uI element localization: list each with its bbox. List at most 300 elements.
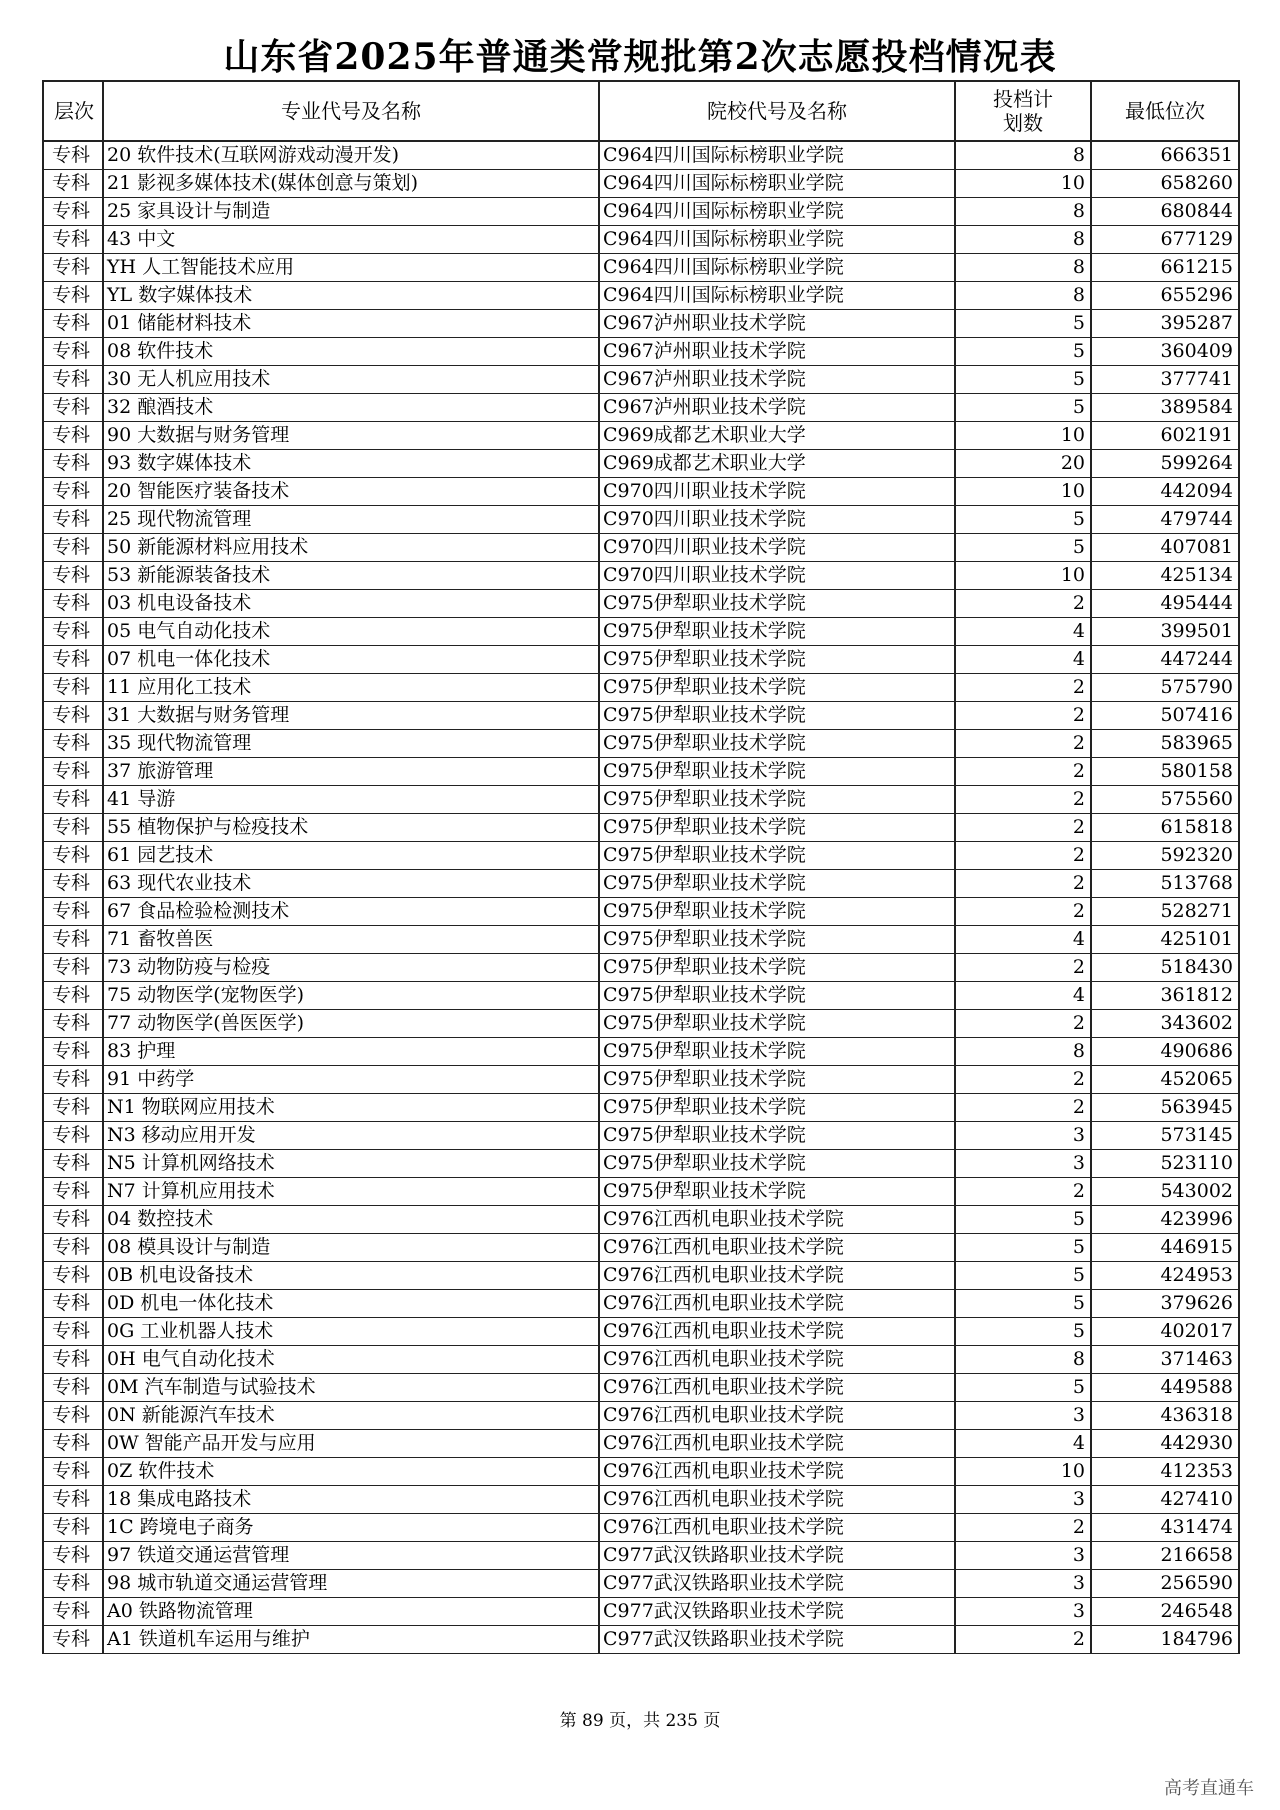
cell-rank: 495444 bbox=[1091, 590, 1239, 618]
cell-plan: 5 bbox=[955, 394, 1091, 422]
table-row bbox=[43, 618, 1239, 646]
cell-plan: 3 bbox=[955, 1486, 1091, 1514]
cell-school: C976江西机电职业技术学院 bbox=[599, 1486, 955, 1514]
cell-level: 专科 bbox=[43, 590, 103, 618]
table-row bbox=[43, 926, 1239, 954]
cell-rank: 543002 bbox=[1091, 1178, 1239, 1206]
cell-level: 专科 bbox=[43, 1598, 103, 1626]
cell-rank: 446915 bbox=[1091, 1234, 1239, 1262]
cell-rank: 452065 bbox=[1091, 1066, 1239, 1094]
cell-rank: 256590 bbox=[1091, 1570, 1239, 1598]
cell-major: 97 铁道交通运营管理 bbox=[103, 1542, 599, 1570]
cell-major: 93 数字媒体技术 bbox=[103, 450, 599, 478]
cell-rank: 599264 bbox=[1091, 450, 1239, 478]
header-school: 院校代号及名称 bbox=[599, 81, 955, 141]
cell-plan: 8 bbox=[955, 254, 1091, 282]
cell-major: 21 影视多媒体技术(媒体创意与策划) bbox=[103, 170, 599, 198]
cell-rank: 615818 bbox=[1091, 814, 1239, 842]
table-row bbox=[43, 730, 1239, 758]
cell-level: 专科 bbox=[43, 786, 103, 814]
cell-level: 专科 bbox=[43, 982, 103, 1010]
cell-plan: 2 bbox=[955, 898, 1091, 926]
cell-plan: 2 bbox=[955, 1626, 1091, 1654]
cell-plan: 3 bbox=[955, 1150, 1091, 1178]
cell-rank: 343602 bbox=[1091, 1010, 1239, 1038]
cell-major: N5 计算机网络技术 bbox=[103, 1150, 599, 1178]
header-plan bbox=[955, 81, 1091, 141]
cell-level: 专科 bbox=[43, 870, 103, 898]
cell-rank: 371463 bbox=[1091, 1346, 1239, 1374]
cell-plan: 3 bbox=[955, 1122, 1091, 1150]
cell-major: 08 模具设计与制造 bbox=[103, 1234, 599, 1262]
cell-rank: 246548 bbox=[1091, 1598, 1239, 1626]
cell-school: C969成都艺术职业大学 bbox=[599, 422, 955, 450]
cell-school: C970四川职业技术学院 bbox=[599, 534, 955, 562]
cell-school: C970四川职业技术学院 bbox=[599, 506, 955, 534]
table-row bbox=[43, 1514, 1239, 1542]
cell-rank: 563945 bbox=[1091, 1094, 1239, 1122]
cell-major: 05 电气自动化技术 bbox=[103, 618, 599, 646]
cell-level: 专科 bbox=[43, 842, 103, 870]
table-row bbox=[43, 1346, 1239, 1374]
cell-rank: 573145 bbox=[1091, 1122, 1239, 1150]
cell-rank: 425134 bbox=[1091, 562, 1239, 590]
cell-rank: 424953 bbox=[1091, 1262, 1239, 1290]
cell-rank: 423996 bbox=[1091, 1206, 1239, 1234]
cell-school: C970四川职业技术学院 bbox=[599, 562, 955, 590]
cell-major: 0M 汽车制造与试验技术 bbox=[103, 1374, 599, 1402]
cell-major: 0W 智能产品开发与应用 bbox=[103, 1430, 599, 1458]
cell-rank: 602191 bbox=[1091, 422, 1239, 450]
cell-plan: 8 bbox=[955, 1038, 1091, 1066]
cell-school: C975伊犁职业技术学院 bbox=[599, 1094, 955, 1122]
table-row bbox=[43, 1626, 1239, 1654]
table-row bbox=[43, 674, 1239, 702]
cell-major: 75 动物医学(宠物医学) bbox=[103, 982, 599, 1010]
cell-school: C975伊犁职业技术学院 bbox=[599, 982, 955, 1010]
cell-plan: 2 bbox=[955, 1010, 1091, 1038]
cell-rank: 479744 bbox=[1091, 506, 1239, 534]
cell-major: 77 动物医学(兽医医学) bbox=[103, 1010, 599, 1038]
cell-level: 专科 bbox=[43, 1094, 103, 1122]
cell-plan: 8 bbox=[955, 1346, 1091, 1374]
table-row bbox=[43, 702, 1239, 730]
cell-school: C967泸州职业技术学院 bbox=[599, 394, 955, 422]
cell-plan: 8 bbox=[955, 198, 1091, 226]
cell-major: 71 畜牧兽医 bbox=[103, 926, 599, 954]
cell-school: C976江西机电职业技术学院 bbox=[599, 1374, 955, 1402]
cell-level: 专科 bbox=[43, 1290, 103, 1318]
table-row bbox=[43, 1402, 1239, 1430]
cell-plan: 10 bbox=[955, 170, 1091, 198]
table-row bbox=[43, 1234, 1239, 1262]
cell-level: 专科 bbox=[43, 198, 103, 226]
cell-major: 0D 机电一体化技术 bbox=[103, 1290, 599, 1318]
cell-school: C975伊犁职业技术学院 bbox=[599, 590, 955, 618]
cell-level: 专科 bbox=[43, 1542, 103, 1570]
table-row bbox=[43, 1430, 1239, 1458]
cell-school: C975伊犁职业技术学院 bbox=[599, 926, 955, 954]
cell-rank: 580158 bbox=[1091, 758, 1239, 786]
cell-plan: 5 bbox=[955, 506, 1091, 534]
cell-major: 91 中药学 bbox=[103, 1066, 599, 1094]
cell-level: 专科 bbox=[43, 674, 103, 702]
cell-school: C969成都艺术职业大学 bbox=[599, 450, 955, 478]
cell-level: 专科 bbox=[43, 170, 103, 198]
cell-level: 专科 bbox=[43, 450, 103, 478]
cell-major: 04 数控技术 bbox=[103, 1206, 599, 1234]
cell-rank: 661215 bbox=[1091, 254, 1239, 282]
cell-level: 专科 bbox=[43, 1122, 103, 1150]
page-title: 山东省2025年普通类常规批第2次志愿投档情况表 bbox=[223, 36, 1057, 78]
cell-major: A0 铁路物流管理 bbox=[103, 1598, 599, 1626]
cell-level: 专科 bbox=[43, 1206, 103, 1234]
cell-school: C975伊犁职业技术学院 bbox=[599, 702, 955, 730]
cell-level: 专科 bbox=[43, 1430, 103, 1458]
table-row bbox=[43, 394, 1239, 422]
cell-rank: 655296 bbox=[1091, 282, 1239, 310]
cell-major: 63 现代农业技术 bbox=[103, 870, 599, 898]
cell-school: C975伊犁职业技术学院 bbox=[599, 646, 955, 674]
cell-major: 55 植物保护与检疫技术 bbox=[103, 814, 599, 842]
cell-rank: 447244 bbox=[1091, 646, 1239, 674]
cell-rank: 518430 bbox=[1091, 954, 1239, 982]
table-body bbox=[43, 141, 1239, 1654]
cell-plan: 10 bbox=[955, 422, 1091, 450]
cell-major: 53 新能源装备技术 bbox=[103, 562, 599, 590]
cell-major: 07 机电一体化技术 bbox=[103, 646, 599, 674]
header-rank: 最低位次 bbox=[1091, 81, 1239, 141]
page-footer: 第 89 页，共 235 页 bbox=[559, 1711, 721, 1731]
cell-school: C976江西机电职业技术学院 bbox=[599, 1402, 955, 1430]
cell-plan: 5 bbox=[955, 1206, 1091, 1234]
table-row bbox=[43, 1150, 1239, 1178]
table-row bbox=[43, 310, 1239, 338]
cell-plan: 2 bbox=[955, 590, 1091, 618]
cell-school: C967泸州职业技术学院 bbox=[599, 338, 955, 366]
cell-rank: 583965 bbox=[1091, 730, 1239, 758]
cell-school: C976江西机电职业技术学院 bbox=[599, 1234, 955, 1262]
cell-school: C975伊犁职业技术学院 bbox=[599, 674, 955, 702]
cell-plan: 5 bbox=[955, 534, 1091, 562]
cell-level: 专科 bbox=[43, 254, 103, 282]
cell-level: 专科 bbox=[43, 226, 103, 254]
cell-rank: 442930 bbox=[1091, 1430, 1239, 1458]
cell-rank: 523110 bbox=[1091, 1150, 1239, 1178]
cell-plan: 2 bbox=[955, 1066, 1091, 1094]
cell-plan: 2 bbox=[955, 814, 1091, 842]
cell-plan: 10 bbox=[955, 478, 1091, 506]
cell-level: 专科 bbox=[43, 141, 103, 170]
cell-school: C975伊犁职业技术学院 bbox=[599, 814, 955, 842]
table-row bbox=[43, 954, 1239, 982]
cell-school: C977武汉铁路职业技术学院 bbox=[599, 1598, 955, 1626]
table-row bbox=[43, 1598, 1239, 1626]
cell-level: 专科 bbox=[43, 702, 103, 730]
cell-school: C975伊犁职业技术学院 bbox=[599, 1066, 955, 1094]
cell-major: 67 食品检验检测技术 bbox=[103, 898, 599, 926]
cell-school: C975伊犁职业技术学院 bbox=[599, 954, 955, 982]
cell-level: 专科 bbox=[43, 898, 103, 926]
table-row bbox=[43, 1010, 1239, 1038]
table-row bbox=[43, 842, 1239, 870]
cell-school: C975伊犁职业技术学院 bbox=[599, 618, 955, 646]
cell-plan: 2 bbox=[955, 842, 1091, 870]
cell-school: C975伊犁职业技术学院 bbox=[599, 1010, 955, 1038]
cell-plan: 2 bbox=[955, 702, 1091, 730]
cell-plan: 8 bbox=[955, 282, 1091, 310]
cell-rank: 412353 bbox=[1091, 1458, 1239, 1486]
cell-school: C976江西机电职业技术学院 bbox=[599, 1290, 955, 1318]
watermark: 高考直通车 bbox=[1164, 1778, 1254, 1799]
cell-level: 专科 bbox=[43, 1374, 103, 1402]
cell-school: C975伊犁职业技术学院 bbox=[599, 898, 955, 926]
cell-school: C964四川国际标榜职业学院 bbox=[599, 170, 955, 198]
cell-level: 专科 bbox=[43, 1262, 103, 1290]
cell-major: A1 铁道机车运用与维护 bbox=[103, 1626, 599, 1654]
cell-level: 专科 bbox=[43, 282, 103, 310]
cell-school: C975伊犁职业技术学院 bbox=[599, 1038, 955, 1066]
cell-plan: 20 bbox=[955, 450, 1091, 478]
cell-major: 35 现代物流管理 bbox=[103, 730, 599, 758]
cell-major: 73 动物防疫与检疫 bbox=[103, 954, 599, 982]
cell-plan: 10 bbox=[955, 1458, 1091, 1486]
table-row bbox=[43, 1318, 1239, 1346]
cell-plan: 5 bbox=[955, 1290, 1091, 1318]
cell-major: 0Z 软件技术 bbox=[103, 1458, 599, 1486]
cell-level: 专科 bbox=[43, 338, 103, 366]
table-row bbox=[43, 1038, 1239, 1066]
cell-rank: 490686 bbox=[1091, 1038, 1239, 1066]
cell-major: 20 软件技术(互联网游戏动漫开发) bbox=[103, 141, 599, 170]
cell-plan: 4 bbox=[955, 926, 1091, 954]
cell-major: 31 大数据与财务管理 bbox=[103, 702, 599, 730]
cell-plan: 2 bbox=[955, 1094, 1091, 1122]
cell-school: C975伊犁职业技术学院 bbox=[599, 1178, 955, 1206]
cell-school: C976江西机电职业技术学院 bbox=[599, 1206, 955, 1234]
cell-plan: 8 bbox=[955, 226, 1091, 254]
table-row bbox=[43, 282, 1239, 310]
cell-rank: 592320 bbox=[1091, 842, 1239, 870]
cell-major: N1 物联网应用技术 bbox=[103, 1094, 599, 1122]
cell-level: 专科 bbox=[43, 1486, 103, 1514]
header-level: 层次 bbox=[43, 81, 103, 141]
cell-major: 61 园艺技术 bbox=[103, 842, 599, 870]
cell-major: 32 酿酒技术 bbox=[103, 394, 599, 422]
cell-major: 25 家具设计与制造 bbox=[103, 198, 599, 226]
cell-level: 专科 bbox=[43, 1066, 103, 1094]
cell-rank: 216658 bbox=[1091, 1542, 1239, 1570]
cell-plan: 3 bbox=[955, 1598, 1091, 1626]
cell-plan: 5 bbox=[955, 366, 1091, 394]
cell-level: 专科 bbox=[43, 506, 103, 534]
cell-level: 专科 bbox=[43, 954, 103, 982]
table-row bbox=[43, 506, 1239, 534]
admission-table bbox=[42, 80, 1240, 1654]
cell-plan: 2 bbox=[955, 758, 1091, 786]
cell-level: 专科 bbox=[43, 562, 103, 590]
cell-major: N7 计算机应用技术 bbox=[103, 1178, 599, 1206]
cell-level: 专科 bbox=[43, 310, 103, 338]
cell-level: 专科 bbox=[43, 1626, 103, 1654]
cell-major: 90 大数据与财务管理 bbox=[103, 422, 599, 450]
cell-rank: 184796 bbox=[1091, 1626, 1239, 1654]
cell-rank: 575790 bbox=[1091, 674, 1239, 702]
cell-plan: 2 bbox=[955, 674, 1091, 702]
cell-school: C977武汉铁路职业技术学院 bbox=[599, 1542, 955, 1570]
cell-rank: 395287 bbox=[1091, 310, 1239, 338]
cell-major: N3 移动应用开发 bbox=[103, 1122, 599, 1150]
cell-major: 30 无人机应用技术 bbox=[103, 366, 599, 394]
cell-school: C964四川国际标榜职业学院 bbox=[599, 141, 955, 170]
table-row bbox=[43, 562, 1239, 590]
cell-level: 专科 bbox=[43, 422, 103, 450]
cell-plan: 4 bbox=[955, 646, 1091, 674]
cell-plan: 8 bbox=[955, 141, 1091, 170]
cell-plan: 5 bbox=[955, 1374, 1091, 1402]
table-row bbox=[43, 1458, 1239, 1486]
cell-plan: 5 bbox=[955, 1318, 1091, 1346]
cell-rank: 389584 bbox=[1091, 394, 1239, 422]
cell-plan: 2 bbox=[955, 1178, 1091, 1206]
cell-rank: 377741 bbox=[1091, 366, 1239, 394]
header-plan-line2: 划数 bbox=[1003, 111, 1043, 135]
cell-major: YH 人工智能技术应用 bbox=[103, 254, 599, 282]
cell-level: 专科 bbox=[43, 394, 103, 422]
header-plan-line1: 投档计 bbox=[993, 87, 1053, 111]
cell-rank: 427410 bbox=[1091, 1486, 1239, 1514]
table-row bbox=[43, 1178, 1239, 1206]
cell-rank: 379626 bbox=[1091, 1290, 1239, 1318]
cell-school: C975伊犁职业技术学院 bbox=[599, 842, 955, 870]
cell-major: 20 智能医疗装备技术 bbox=[103, 478, 599, 506]
cell-level: 专科 bbox=[43, 366, 103, 394]
cell-school: C976江西机电职业技术学院 bbox=[599, 1514, 955, 1542]
cell-school: C975伊犁职业技术学院 bbox=[599, 730, 955, 758]
cell-plan: 4 bbox=[955, 1430, 1091, 1458]
table-row bbox=[43, 198, 1239, 226]
cell-major: 25 现代物流管理 bbox=[103, 506, 599, 534]
cell-major: YL 数字媒体技术 bbox=[103, 282, 599, 310]
table-row bbox=[43, 338, 1239, 366]
cell-school: C964四川国际标榜职业学院 bbox=[599, 226, 955, 254]
cell-school: C964四川国际标榜职业学院 bbox=[599, 254, 955, 282]
cell-rank: 507416 bbox=[1091, 702, 1239, 730]
cell-level: 专科 bbox=[43, 730, 103, 758]
cell-school: C964四川国际标榜职业学院 bbox=[599, 198, 955, 226]
cell-major: 01 储能材料技术 bbox=[103, 310, 599, 338]
cell-rank: 402017 bbox=[1091, 1318, 1239, 1346]
cell-level: 专科 bbox=[43, 758, 103, 786]
cell-level: 专科 bbox=[43, 478, 103, 506]
table-row bbox=[43, 1262, 1239, 1290]
table-row bbox=[43, 814, 1239, 842]
cell-plan: 10 bbox=[955, 562, 1091, 590]
table-row bbox=[43, 1570, 1239, 1598]
cell-major: 0G 工业机器人技术 bbox=[103, 1318, 599, 1346]
cell-plan: 5 bbox=[955, 1262, 1091, 1290]
cell-major: 11 应用化工技术 bbox=[103, 674, 599, 702]
table-row bbox=[43, 170, 1239, 198]
cell-major: 0N 新能源汽车技术 bbox=[103, 1402, 599, 1430]
header-major: 专业代号及名称 bbox=[103, 81, 599, 141]
cell-rank: 442094 bbox=[1091, 478, 1239, 506]
cell-major: 98 城市轨道交通运营管理 bbox=[103, 1570, 599, 1598]
cell-plan: 3 bbox=[955, 1402, 1091, 1430]
cell-rank: 431474 bbox=[1091, 1514, 1239, 1542]
cell-rank: 436318 bbox=[1091, 1402, 1239, 1430]
cell-school: C977武汉铁路职业技术学院 bbox=[599, 1570, 955, 1598]
table-row bbox=[43, 1066, 1239, 1094]
cell-level: 专科 bbox=[43, 534, 103, 562]
cell-rank: 425101 bbox=[1091, 926, 1239, 954]
cell-major: 03 机电设备技术 bbox=[103, 590, 599, 618]
cell-school: C977武汉铁路职业技术学院 bbox=[599, 1626, 955, 1654]
cell-major: 0B 机电设备技术 bbox=[103, 1262, 599, 1290]
cell-level: 专科 bbox=[43, 814, 103, 842]
cell-plan: 5 bbox=[955, 338, 1091, 366]
cell-level: 专科 bbox=[43, 1570, 103, 1598]
table-row bbox=[43, 422, 1239, 450]
table-row bbox=[43, 254, 1239, 282]
cell-level: 专科 bbox=[43, 1178, 103, 1206]
table-row bbox=[43, 141, 1239, 170]
cell-rank: 449588 bbox=[1091, 1374, 1239, 1402]
cell-major: 18 集成电路技术 bbox=[103, 1486, 599, 1514]
cell-rank: 513768 bbox=[1091, 870, 1239, 898]
cell-major: 1C 跨境电子商务 bbox=[103, 1514, 599, 1542]
cell-level: 专科 bbox=[43, 1150, 103, 1178]
table-row bbox=[43, 898, 1239, 926]
cell-school: C976江西机电职业技术学院 bbox=[599, 1458, 955, 1486]
cell-level: 专科 bbox=[43, 1458, 103, 1486]
cell-school: C975伊犁职业技术学院 bbox=[599, 1150, 955, 1178]
cell-plan: 3 bbox=[955, 1570, 1091, 1598]
table-row bbox=[43, 1290, 1239, 1318]
cell-major: 43 中文 bbox=[103, 226, 599, 254]
cell-school: C975伊犁职业技术学院 bbox=[599, 786, 955, 814]
cell-plan: 5 bbox=[955, 310, 1091, 338]
cell-rank: 677129 bbox=[1091, 226, 1239, 254]
cell-school: C967泸州职业技术学院 bbox=[599, 310, 955, 338]
cell-rank: 575560 bbox=[1091, 786, 1239, 814]
table-row bbox=[43, 590, 1239, 618]
cell-school: C975伊犁职业技术学院 bbox=[599, 870, 955, 898]
cell-rank: 658260 bbox=[1091, 170, 1239, 198]
cell-plan: 4 bbox=[955, 982, 1091, 1010]
table-row bbox=[43, 1374, 1239, 1402]
table-row bbox=[43, 870, 1239, 898]
table-row bbox=[43, 758, 1239, 786]
cell-level: 专科 bbox=[43, 1234, 103, 1262]
cell-level: 专科 bbox=[43, 1010, 103, 1038]
cell-rank: 360409 bbox=[1091, 338, 1239, 366]
cell-rank: 399501 bbox=[1091, 618, 1239, 646]
cell-plan: 2 bbox=[955, 870, 1091, 898]
cell-level: 专科 bbox=[43, 1346, 103, 1374]
cell-level: 专科 bbox=[43, 926, 103, 954]
cell-major: 0H 电气自动化技术 bbox=[103, 1346, 599, 1374]
cell-plan: 3 bbox=[955, 1542, 1091, 1570]
cell-major: 83 护理 bbox=[103, 1038, 599, 1066]
cell-school: C976江西机电职业技术学院 bbox=[599, 1262, 955, 1290]
cell-plan: 2 bbox=[955, 954, 1091, 982]
cell-rank: 528271 bbox=[1091, 898, 1239, 926]
cell-level: 专科 bbox=[43, 1514, 103, 1542]
cell-plan: 2 bbox=[955, 730, 1091, 758]
cell-school: C970四川职业技术学院 bbox=[599, 478, 955, 506]
cell-level: 专科 bbox=[43, 1038, 103, 1066]
